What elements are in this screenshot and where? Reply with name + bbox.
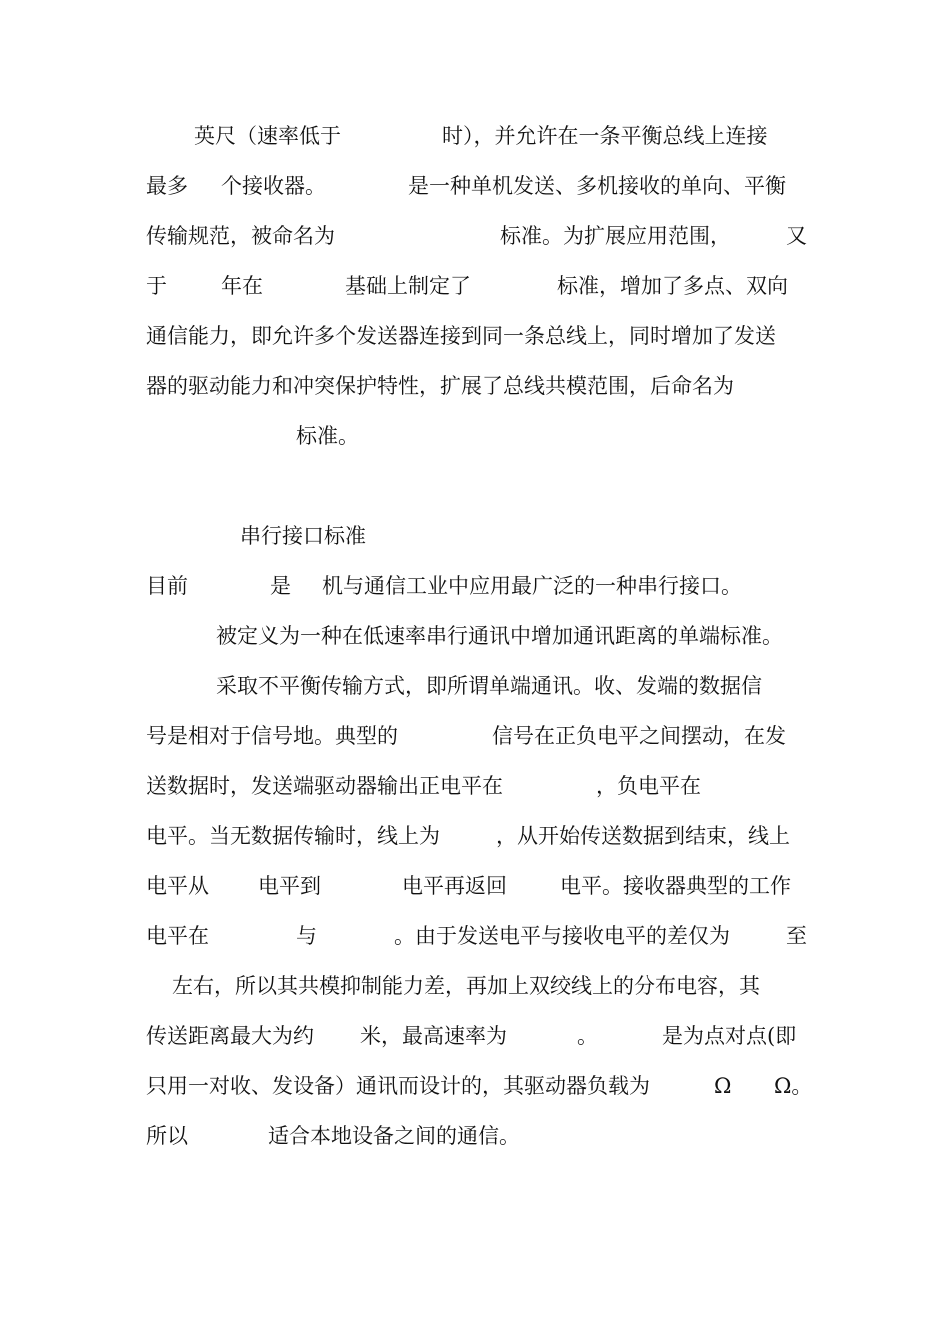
text-fragment: 传送距离最大为约 [146,1024,314,1048]
text-fragment: 只用一对收、发设备）通讯而设计的，其驱动器负载为 [146,1074,650,1098]
text-fragment: 又 [786,224,807,248]
text-fragment: 个接收器。 [221,174,326,198]
text-fragment: 。 [577,1024,598,1048]
text-fragment: Ω。 [774,1074,813,1098]
text-fragment: 被定义为一种在低速率串行通讯中增加通讯距离的单端标准。 [216,624,783,648]
text-fragment: 是一种单机发送、多机接收的单向、平衡 [408,174,786,198]
text-fragment: 年在 [221,274,263,298]
text-fragment: 适合本地设备之间的通信。 [268,1124,520,1148]
text-fragment: 电平在 [146,924,209,948]
text-fragment: 标准，增加了多点、双向 [557,274,788,298]
text-fragment: 标准。 [296,424,359,448]
text-fragment: 电平从 [146,874,209,898]
text-fragment: 通信能力，即允许多个发送器连接到同一条总线上，同时增加了发送 [146,324,776,348]
text-fragment: 电平。接收器典型的工作 [560,874,791,898]
text-fragment: 采取不平衡传输方式，即所谓单端通讯。收、发端的数据信 [216,674,762,698]
text-fragment: 左右，所以其共模抑制能力差，再加上双绞线上的分布电容，其 [172,974,760,998]
text-fragment: 信号在正负电平之间摆动，在发 [492,724,786,748]
text-fragment: 英尺（速率低于 [194,124,341,148]
text-fragment: 机与通信工业中应用最广泛的一种串行接口。 [322,574,742,598]
text-fragment: ，从开始传送数据到结束，线上 [496,824,790,848]
text-fragment: 时），并允许在一条平衡总线上连接 [442,124,768,148]
text-fragment: 电平。当无数据传输时，线上为 [146,824,440,848]
text-fragment: 号是相对于信号地。典型的 [146,724,398,748]
text-fragment: Ω [714,1074,732,1098]
text-fragment: 与 [296,924,317,948]
text-fragment: 送数据时，发送端驱动器输出正电平在 [146,774,503,798]
text-fragment: 器的驱动能力和冲突保护特性，扩展了总线共模范围，后命名为 [146,374,734,398]
text-fragment: ，负电平在 [596,774,701,798]
text-fragment: 电平再返回 [402,874,507,898]
section-heading: 串行接口标准 [240,524,366,548]
text-fragment: 是为点对点(即 [662,1024,797,1048]
text-fragment: 是 [270,574,291,598]
text-fragment: 目前 [146,574,188,598]
text-fragment: 。由于发送电平与接收电平的差仅为 [394,924,730,948]
text-fragment: 传输规范，被命名为 [146,224,335,248]
text-fragment: 至 [786,924,807,948]
text-fragment: 电平到 [258,874,321,898]
text-fragment: 标准。为扩展应用范围， [500,224,731,248]
text-fragment: 于 [146,274,167,298]
text-fragment: 最多 [146,174,188,198]
text-fragment: 所以 [146,1124,188,1148]
text-fragment: 米，最高速率为 [360,1024,507,1048]
text-fragment: 基础上制定了 [345,274,471,298]
